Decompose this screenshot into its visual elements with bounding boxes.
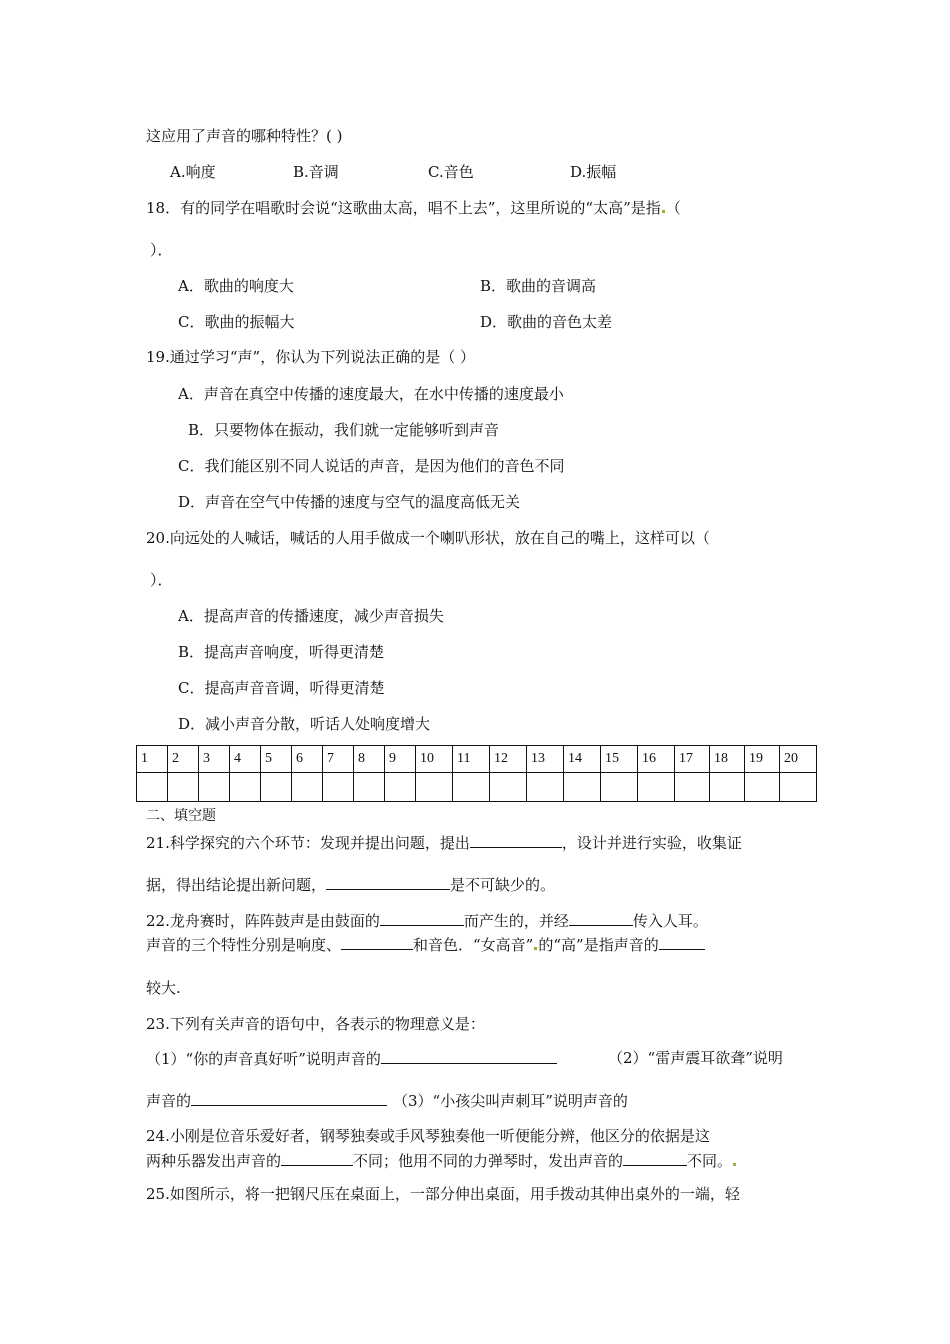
q22-text: 而产生的，并经 xyxy=(463,912,569,930)
q25-stem: 25.如图所示，将一把钢尺压在桌面上，一部分伸出桌面，用手拨动其伸出桌外的一端，轻 xyxy=(146,1185,740,1203)
q22-text: 的“高”是指声音的 xyxy=(538,936,659,954)
mark-dot xyxy=(534,947,537,950)
answer-number-cell: 11 xyxy=(453,746,490,773)
q21-text: 据，得出结论提出新问题， xyxy=(146,876,327,894)
q24-line1: 24.小刚是位音乐爱好者，钢琴独奏或手风琴独奏他一听便能分辨，他区分的依据是这 xyxy=(146,1127,710,1145)
answer-number-cell: 10 xyxy=(416,746,453,773)
answer-number-cell: 6 xyxy=(292,746,323,773)
answer-blank-cell[interactable] xyxy=(453,773,490,802)
answer-blank-cell[interactable] xyxy=(354,773,385,802)
answer-number-cell: 12 xyxy=(490,746,527,773)
answer-number-cell: 13 xyxy=(527,746,564,773)
q18-stem-end: ）． xyxy=(150,241,173,259)
section-title: 二、填空题 xyxy=(146,808,216,824)
q23-text: （3）“小孩尖叫声刺耳”说明声音的 xyxy=(393,1092,628,1110)
answer-blank-cell[interactable] xyxy=(385,773,416,802)
answer-blank-cell[interactable] xyxy=(261,773,292,802)
answer-blank-cell[interactable] xyxy=(710,773,745,802)
q24-text: 不同。 xyxy=(687,1152,733,1170)
q21-blank-1[interactable] xyxy=(470,832,562,848)
q23-blank-2[interactable] xyxy=(191,1090,387,1106)
answer-blank-cell[interactable] xyxy=(601,773,638,802)
mark-dot xyxy=(733,1163,736,1166)
answer-number-cell: 19 xyxy=(745,746,780,773)
q22-blank-1[interactable] xyxy=(380,910,464,926)
answer-number-cell: 15 xyxy=(601,746,638,773)
q22-line1 xyxy=(146,910,708,931)
answer-blank-cell[interactable] xyxy=(780,773,817,802)
answer-blank-cell[interactable] xyxy=(168,773,199,802)
q22-text: 传入人耳。 xyxy=(632,912,708,930)
q24-blank-2[interactable] xyxy=(623,1150,687,1166)
q20-stem-end: ）． xyxy=(150,571,173,589)
answer-blank-cell[interactable] xyxy=(292,773,323,802)
answer-number-cell: 3 xyxy=(199,746,230,773)
q18-option-b: B．歌曲的音调高 xyxy=(480,277,597,295)
q22-blank-3[interactable] xyxy=(341,934,413,950)
answer-blank-cell[interactable] xyxy=(416,773,453,802)
q23-text: 声音的 xyxy=(146,1092,192,1110)
q24-text: 不同；他用不同的力弹琴时，发出声音的 xyxy=(353,1152,624,1170)
answer-blank-cell[interactable] xyxy=(230,773,261,802)
q17-option-a: A.响度 xyxy=(170,163,216,181)
q19-option-c: C．我们能区别不同人说话的声音，是因为他们的音色不同 xyxy=(178,457,565,475)
answer-blank-cell[interactable] xyxy=(564,773,601,802)
q18-option-d: D．歌曲的音色太差 xyxy=(480,313,613,331)
mark-dot xyxy=(662,210,665,213)
q24-line2 xyxy=(146,1150,737,1171)
q21-blank-2[interactable] xyxy=(326,874,450,890)
q23-line2-right: （2）“雷声震耳欲聋”说明 xyxy=(608,1049,783,1067)
answer-number-cell: 1 xyxy=(137,746,168,773)
q21-text: 是不可缺少的。 xyxy=(450,876,556,894)
answer-number-cell: 4 xyxy=(230,746,261,773)
q18-option-a: A．歌曲的响度大 xyxy=(178,277,294,295)
q23-blank-1[interactable] xyxy=(381,1048,557,1064)
q20-option-a: A．提高声音的传播速度，减少声音损失 xyxy=(178,607,444,625)
q22-text: 声音的三个特性分别是响度、 xyxy=(146,936,342,954)
q22-text: 22.龙舟赛时，阵阵鼓声是由鼓面的 xyxy=(146,912,380,930)
answer-number-cell: 9 xyxy=(385,746,416,773)
answer-blank-cell[interactable] xyxy=(490,773,527,802)
q19-option-d: D．声音在空气中传播的速度与空气的温度高低无关 xyxy=(178,493,521,511)
answer-blank-cell[interactable] xyxy=(137,773,168,802)
q23-line2 xyxy=(146,1048,557,1069)
q21-text: 21.科学探究的六个环节：发现并提出问题，提出 xyxy=(146,834,470,852)
answer-table xyxy=(136,745,817,802)
answer-blank-cell[interactable] xyxy=(323,773,354,802)
answer-blank-cell[interactable] xyxy=(638,773,675,802)
answer-number-cell: 2 xyxy=(168,746,199,773)
answer-number-cell: 17 xyxy=(675,746,710,773)
q22-text: 和音色．“女高音” xyxy=(413,936,534,954)
q20-stem: 20.向远处的人喊话，喊话的人用手做成一个喇叭形状，放在自己的嘴上，这样可以（ xyxy=(146,529,710,547)
q23-stem: 23.下列有关声音的语句中，各表示的物理意义是： xyxy=(146,1015,485,1033)
q22-blank-2[interactable] xyxy=(569,910,633,926)
answer-number-cell: 20 xyxy=(780,746,817,773)
q24-text: 两种乐器发出声音的 xyxy=(146,1152,282,1170)
answer-table-blank-row xyxy=(137,773,817,802)
q17-option-c: C.音色 xyxy=(428,163,474,181)
answer-blank-cell[interactable] xyxy=(675,773,710,802)
answer-blank-cell[interactable] xyxy=(199,773,230,802)
q24-blank-1[interactable] xyxy=(281,1150,353,1166)
q22-line3: 较大. xyxy=(146,979,181,997)
answer-number-cell: 7 xyxy=(323,746,354,773)
answer-table-number-row xyxy=(137,746,817,773)
q17-option-d: D.振幅 xyxy=(570,163,617,181)
answer-number-cell: 16 xyxy=(638,746,675,773)
q17-stem: 这应用了声音的哪种特性？( ) xyxy=(146,127,343,145)
q21-line2 xyxy=(146,874,555,895)
answer-blank-cell[interactable] xyxy=(745,773,780,802)
q18-stem-text: 18．有的同学在唱歌时会说“这歌曲太高，唱不上去”，这里所说的“太高”是指 xyxy=(146,199,661,217)
q21-line1 xyxy=(146,832,742,853)
q20-option-d: D．减小声音分散，听话人处响度增大 xyxy=(178,715,431,733)
q23-line3 xyxy=(146,1090,628,1111)
answer-blank-cell[interactable] xyxy=(527,773,564,802)
q19-stem: 19.通过学习“声”，你认为下列说法正确的是（ ） xyxy=(146,348,475,366)
q21-text: ，设计并进行实验，收集证 xyxy=(561,834,742,852)
q18-paren-open: （ xyxy=(665,199,681,217)
q19-option-b: B．只要物体在振动，我们就一定能够听到声音 xyxy=(188,421,500,439)
q19-option-a: A．声音在真空中传播的速度最大，在水中传播的速度最小 xyxy=(178,385,564,403)
answer-number-cell: 5 xyxy=(261,746,292,773)
q22-line2 xyxy=(146,934,705,955)
answer-number-cell: 18 xyxy=(710,746,745,773)
q18-option-c: C．歌曲的振幅大 xyxy=(178,313,295,331)
answer-number-cell: 8 xyxy=(354,746,385,773)
answer-number-cell: 14 xyxy=(564,746,601,773)
q23-text: （1）“你的声音真好听”说明声音的 xyxy=(146,1050,381,1068)
q18-stem xyxy=(146,198,681,218)
q17-option-b: B.音调 xyxy=(293,163,339,181)
q20-option-c: C．提高声音音调，听得更清楚 xyxy=(178,679,385,697)
q22-blank-4[interactable] xyxy=(659,934,705,950)
q20-option-b: B．提高声音响度，听得更清楚 xyxy=(178,643,385,661)
